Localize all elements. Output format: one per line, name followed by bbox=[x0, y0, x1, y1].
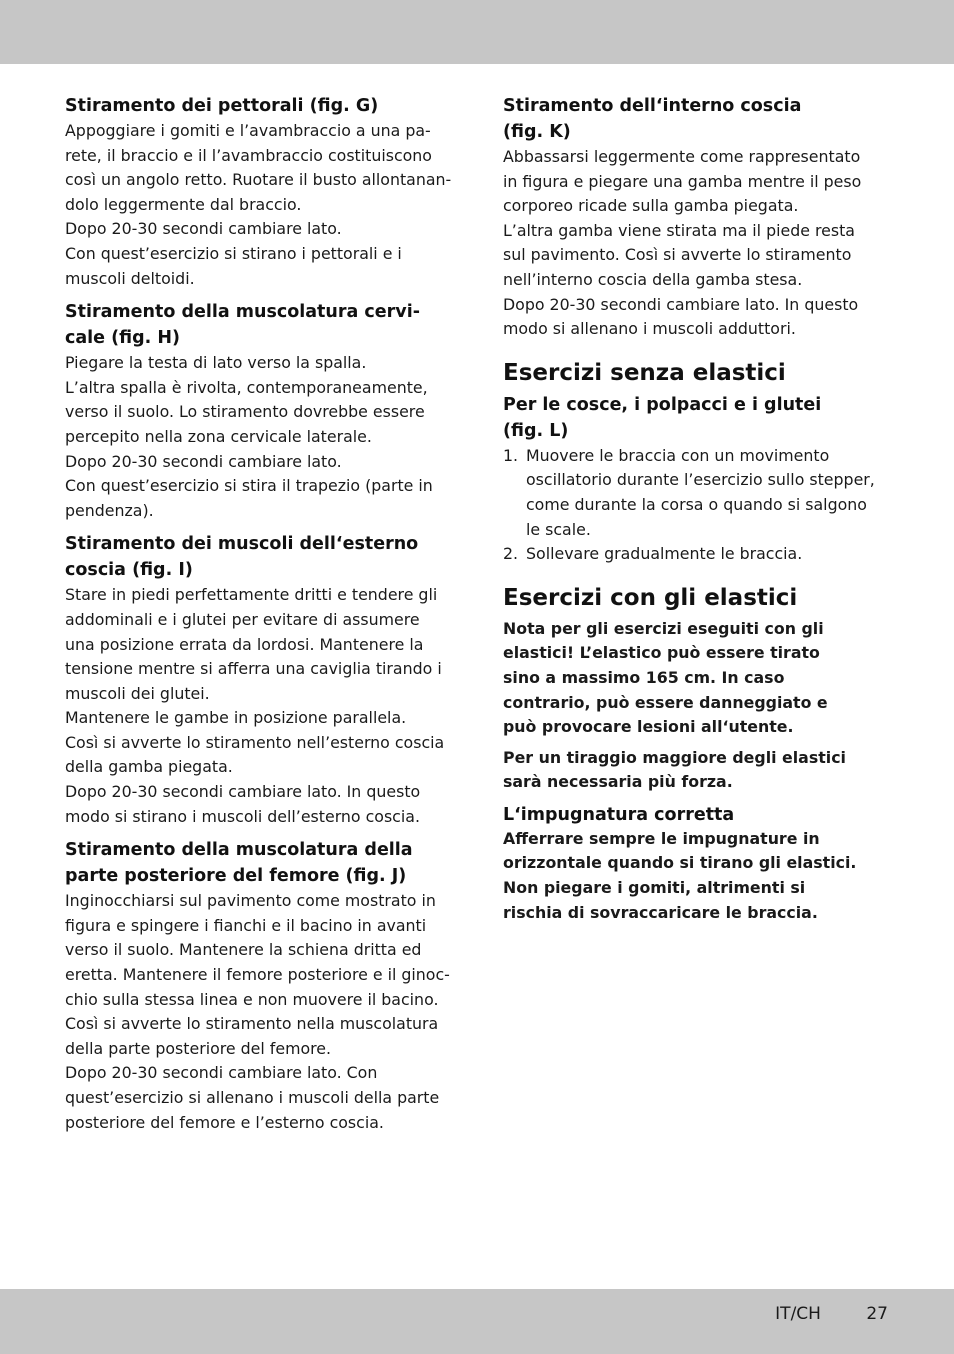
chapter-title: Esercizi con gli elastici bbox=[503, 584, 798, 611]
section-heading: Stiramento della muscolatura cervi- cale (fig. H) bbox=[65, 302, 420, 349]
section-hamstring-stretch bbox=[65, 837, 455, 1135]
right-column bbox=[503, 93, 898, 925]
section-pectoral-stretch bbox=[65, 93, 455, 291]
chapter-no-bands bbox=[503, 358, 898, 388]
section-heading: Stiramento della muscolatura della parte posteriore del femore (fig. J) bbox=[65, 840, 413, 887]
chapter-with-bands bbox=[503, 583, 898, 613]
page-footer bbox=[775, 1302, 888, 1326]
section-body: Inginocchiarsi sul pavimento come mostrato in figura e spingere i fianchi e il bacino in avanti verso il suolo. Mantenere la schiena dritta ed eretta. Mantenere il femore posteriore e il ginoc- chio sulla stessa linea e non muovere il bacino. Così si avverte lo stiramento nella muscolatura della parte posteriore del femore. Dopo 20-30 secondi cambiare lato. Con quest’esercizio si allenano i muscoli della parte posteriore del femore e l’esterno coscia. bbox=[65, 891, 450, 1132]
left-column bbox=[65, 93, 455, 1143]
list-item: 2. Sollevare gradualmente le braccia. bbox=[503, 544, 803, 564]
section-body: Stare in piedi perfettamente dritti e tendere gli addominali e i glutei per evitare di assumere una posizione errata da lordosi. Mantenere la tensione mentre si afferra una caviglia tirando i muscoli dei glutei. Mantenere le gambe in posizione parallela. Così si avverte lo stiramento nell’esterno coscia della gamba piegata. Dopo 20-30 secondi cambiare lato. In questo modo si stirano i muscoli dell’esterno coscia. bbox=[65, 585, 445, 826]
force-note: Per un tiraggio maggiore degli elastici sarà necessaria più forza. bbox=[503, 747, 846, 792]
section-cervical-stretch bbox=[65, 299, 455, 523]
section-body: Appoggiare i gomiti e l’avambraccio a una pa- rete, il braccio e il l’avambraccio costituiscono così un angolo retto. Ruotare il busto allontanan- dolo leggermente dal braccio. Dopo 20-30 secondi cambiare lato. Con quest’esercizio si stirano i pettorali e i muscoli deltoidi. bbox=[65, 121, 452, 288]
section-outer-thigh-stretch bbox=[65, 531, 455, 829]
header-band bbox=[0, 0, 954, 64]
section-body: Abbassarsi leggermente come rappresentato in figura e piegare una gamba mentre il peso corporeo ricade sulla gamba piegata. L’altra gamba viene stirata ma il piede resta sul pavimento. Così si avverte lo stiramento nell’interno coscia della gamba stesa. Dopo 20-30 secondi cambiare lato. In questo modo si allenano i muscoli adduttori. bbox=[503, 147, 862, 339]
section-heading: Stiramento dell‘interno coscia (fig. K) bbox=[503, 96, 802, 142]
grip-text: Afferrare sempre le impugnature in orizzontale quando si tirano gli elastici. Non piegare i gomiti, altrimenti si rischia di sovraccaricare le braccia. bbox=[503, 828, 857, 922]
section-heading: Per le cosce, i polpacci e i glutei (fig. L) bbox=[503, 394, 822, 441]
numbered-list bbox=[503, 444, 898, 567]
safety-note: Nota per gli esercizi eseguiti con gli elastici! L’elastico può essere tirato sino a massimo 165 cm. In caso contrario, può essere danneggiato e può provocare lesioni all‘utente. bbox=[503, 618, 828, 737]
section-heading: Stiramento dei muscoli dell‘esterno coscia (fig. I) bbox=[65, 534, 419, 581]
grip-heading: L‘impugnatura corretta bbox=[503, 804, 735, 825]
section-legs-glutes bbox=[503, 392, 898, 567]
section-body: Piegare la testa di lato verso la spalla. L’altra spalla è rivolta, contemporaneamente, verso il suolo. Lo stiramento dovrebbe essere percepito nella zona cervicale laterale. Dopo 20-30 secondi cambiare lato. Con quest’esercizio si stira il trapezio (parte in pendenza). bbox=[65, 353, 433, 520]
language-label: IT/CH bbox=[775, 1304, 821, 1324]
page-number: 27 bbox=[866, 1304, 888, 1324]
section-inner-thigh-stretch bbox=[503, 93, 898, 342]
list-item: 1. Muovere le braccia con un movimento oscillatorio durante l’esercizio sullo stepper, come durante la corsa o quando si salgono le scale. bbox=[503, 445, 875, 539]
section-heading: Stiramento dei pettorali (fig. G) bbox=[65, 96, 379, 116]
chapter-title: Esercizi senza elastici bbox=[503, 359, 786, 386]
